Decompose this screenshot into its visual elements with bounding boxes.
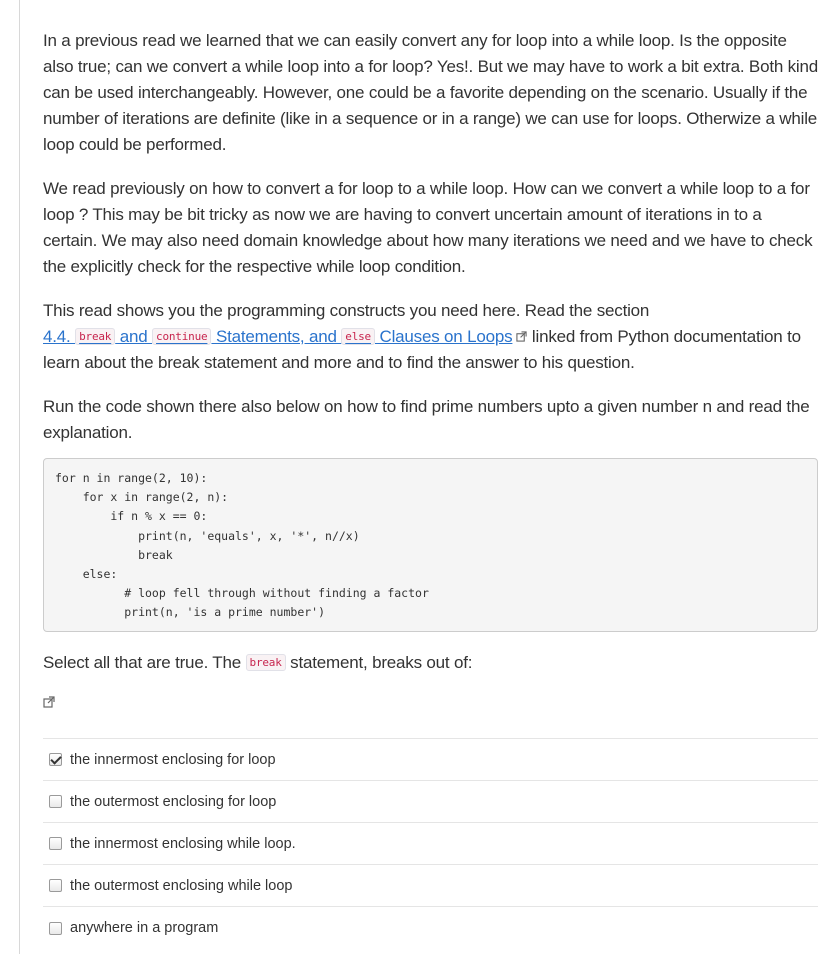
question-text-before: Select all that are true. The <box>43 653 246 672</box>
code-line: for n in range(2, 10): <box>55 471 208 485</box>
open-link-icon[interactable] <box>43 696 55 708</box>
left-border <box>19 0 20 954</box>
link-text-clauses: Clauses on Loops <box>374 327 513 346</box>
instruction-text-before: This read shows you the programming constructs you need here. Read the section <box>43 301 650 320</box>
checkbox[interactable] <box>49 795 62 808</box>
option-label: the outermost enclosing for loop <box>70 793 277 810</box>
answer-option[interactable] <box>43 823 818 865</box>
instruction-text-after: linked from Python documentation to learn about the break statement and more and to find the answer to his question. <box>43 327 801 372</box>
code-line: if n % x == 0: <box>55 509 208 524</box>
link-code-break: break <box>75 328 115 345</box>
code-line: else: <box>55 566 118 581</box>
code-line: print(n, 'equals', x, '*', n//x) <box>55 528 360 543</box>
answer-option[interactable] <box>43 865 818 907</box>
option-label: the innermost enclosing while loop. <box>70 835 296 852</box>
instruction-paragraph <box>43 298 818 376</box>
code-line: for x in range(2, n): <box>55 490 229 505</box>
checkbox-checked[interactable] <box>49 753 62 766</box>
code-block <box>43 458 818 632</box>
code-line: # loop fell through without finding a factor <box>55 586 429 601</box>
checkbox[interactable] <box>49 879 62 892</box>
code-line: break <box>55 547 173 562</box>
link-text-statements: Statements, and <box>211 327 342 346</box>
link-code-continue: continue <box>152 328 211 345</box>
external-link-icon[interactable] <box>516 331 527 342</box>
checkbox[interactable] <box>49 922 62 935</box>
link-code-else: else <box>341 328 375 345</box>
answer-option[interactable] <box>43 739 818 781</box>
question-code-break: break <box>246 654 286 671</box>
python-docs-link[interactable] <box>43 327 512 346</box>
question-prompt <box>43 650 818 676</box>
question-text-after: statement, breaks out of: <box>285 653 473 672</box>
answer-option[interactable] <box>43 907 818 949</box>
option-label: the outermost enclosing while loop <box>70 877 293 894</box>
run-code-paragraph: Run the code shown there also below on how to find prime numbers upto a given number n and read the explanation. <box>43 397 810 442</box>
link-prefix: 4.4. <box>43 327 76 346</box>
checkbox[interactable] <box>49 837 62 850</box>
option-label: the innermost enclosing for loop <box>70 751 276 768</box>
reading-content <box>43 28 818 949</box>
code-line: print(n, 'is a prime number') <box>55 605 326 620</box>
option-label: anywhere in a program <box>70 920 219 936</box>
answer-option[interactable] <box>43 781 818 823</box>
conversion-paragraph: We read previously on how to convert a for loop to a while loop. How can we convert a while loop to a for loop ? This may be bit tricky as now we are having to convert uncertain amount of iterations in to a certain. We may also need domain knowledge about how many iterations we need and we have to check the explicitly check for the respective while loop condition. <box>43 179 813 276</box>
link-text-and: and <box>115 327 153 346</box>
answer-options <box>43 738 818 949</box>
intro-paragraph: In a previous read we learned that we can easily convert any for loop into a while loop. Is the opposite also true; can we convert a while loop into a for loop? Yes!. But we may have to work a bit extra. Both kind can be used interchangeably. However, one could be a favorite depending on the scenario. Usually if the number of iterations are definite (like in a sequence or in a range) we can use for loops. Otherwize a while loop could be performed. <box>43 31 819 154</box>
